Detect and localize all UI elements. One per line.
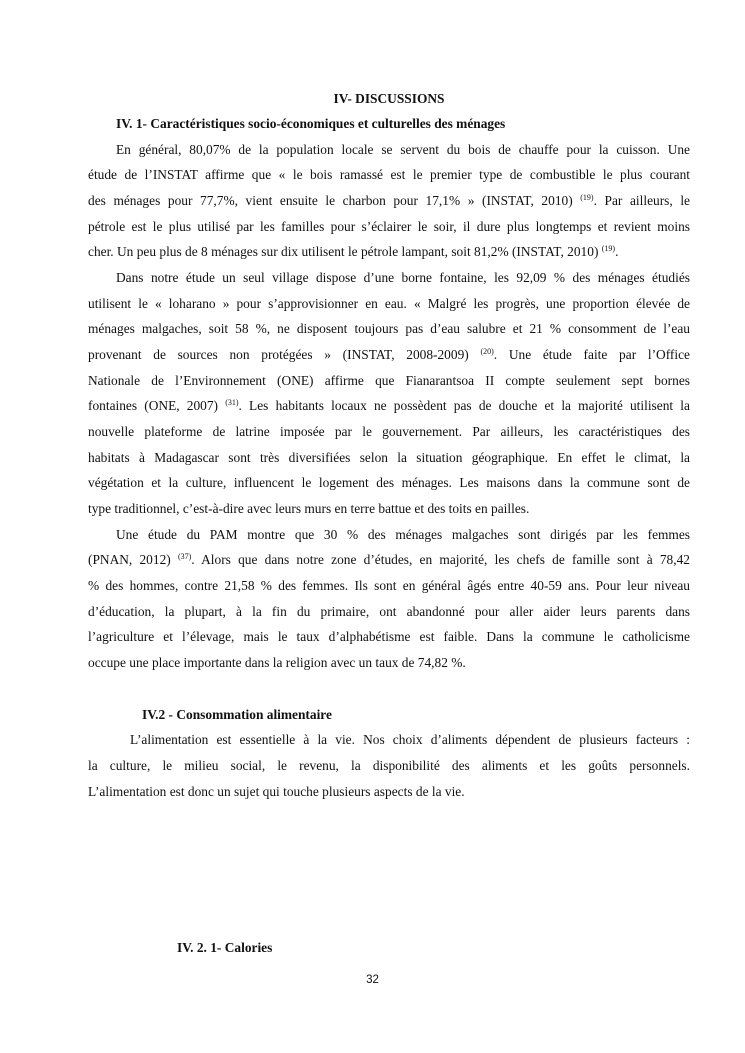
paragraph-line: nouvelle plateforme de latrine imposée par le gouvernement. Par ailleurs, les caractéristiques des	[88, 424, 690, 439]
paragraph-line: Nationale de l’Environnement (ONE) affirme que Fianarantsoa II compte seulement sept bornes	[88, 373, 690, 388]
paragraph-line: % des hommes, contre 21,58 % des femmes. Ils sont en général âgés entre 40-59 ans. Pour leur niveau	[88, 578, 690, 593]
paragraph-line: habitats à Madagascar sont très diversifiées selon la situation géographique. En effet le climat, la	[88, 450, 690, 465]
citation-ref: (37)	[177, 552, 192, 561]
paragraph-line: ménages malgaches, soit 58 %, ne disposent toujours pas d’eau salubre et 21 % consomment de l’eau	[88, 321, 690, 336]
citation-ref: (20)	[480, 347, 494, 356]
paragraph-line: pétrole est le plus utilisé par les familles pour s’éclairer le soir, il dure plus longtemps et revient moins	[88, 219, 690, 234]
section-title: IV- DISCUSSIONS	[333, 91, 445, 106]
paragraph-line: type traditionnel, c’est-à-dire avec leurs murs en terre battue et des toits en pailles.	[88, 501, 530, 516]
paragraph-line: fontaines (ONE, 2007) $^{(31)}$. Les habitants locaux ne possèdent pas de douche et la majorité utilisent la	[88, 398, 690, 413]
paragraph-line: Dans notre étude un seul village dispose d’une borne fontaine, les 92,09 % des ménages étudiés	[116, 270, 690, 285]
subsection-heading-1: IV. 1- Caractéristiques socio-économiques et culturelles des ménages	[116, 116, 506, 131]
paragraph-line: des ménages pour 77,7%, vient ensuite le charbon pour 17,1% » (INSTAT, 2010) $^{(19)}$. Par ailleurs, le	[88, 193, 690, 208]
paragraph-line: l’agriculture et l’élevage, mais le taux d’alphabétisme est faible. Dans la commune le catholicisme	[88, 629, 690, 644]
paragraph-line: la culture, le milieu social, le revenu, la disponibilité des aliments et les goûts personnels.	[88, 758, 690, 773]
subsection-heading-3: IV. 2. 1- Calories	[177, 940, 273, 955]
paragraph-line: cher. Un peu plus de 8 ménages sur dix utilisent le pétrole lampant, soit 81,2% (INSTAT, 2010) $^{(19)}$.	[88, 244, 619, 259]
paragraph-line: étude de l’INSTAT affirme que « le bois ramassé est le premier type de combustible le plus courant	[88, 167, 690, 182]
subsection-heading-2: IV.2 - Consommation alimentaire	[142, 707, 332, 722]
paragraph-line: Une étude du PAM montre que 30 % des ménages malgaches sont dirigés par les femmes	[116, 527, 690, 542]
citation-ref: (19)	[601, 244, 616, 253]
paragraph-line: occupe une place importante dans la religion avec un taux de 74,82 %.	[88, 655, 466, 670]
paragraph-line: (PNAN, 2012) $^{(37)}$. Alors que dans notre zone d’études, en majorité, les chefs de famille sont à 78,42	[88, 552, 690, 567]
paragraph-line: d’éducation, la plupart, à la fin du primaire, ont abandonné pour aller aider leurs parents dans	[88, 604, 690, 619]
paragraph-line: utilisent le « loharano » pour s’approvisionner en eau. « Malgré les progrès, une proportion élevée de	[88, 296, 690, 311]
page-number: 32	[366, 974, 379, 986]
citation-ref: (19)	[580, 193, 594, 202]
citation-ref: (31)	[225, 398, 239, 407]
paragraph-line: végétation et la culture, influencent le logement des ménages. Les maisons dans la commune sont de	[88, 475, 690, 490]
paragraph-line: En général, 80,07% de la population locale se servent du bois de chauffe pour la cuisson. Une	[116, 142, 690, 157]
paragraph-line: L’alimentation est donc un sujet qui touche plusieurs aspects de la vie.	[88, 784, 465, 799]
paragraph-line: L’alimentation est essentielle à la vie. Nos choix d’aliments dépendent de plusieurs facteurs :	[130, 732, 690, 747]
paragraph-line: provenant de sources non protégées » (INSTAT, 2008-2009) $^{(20)}$. Une étude faite par l’Office	[88, 347, 690, 362]
